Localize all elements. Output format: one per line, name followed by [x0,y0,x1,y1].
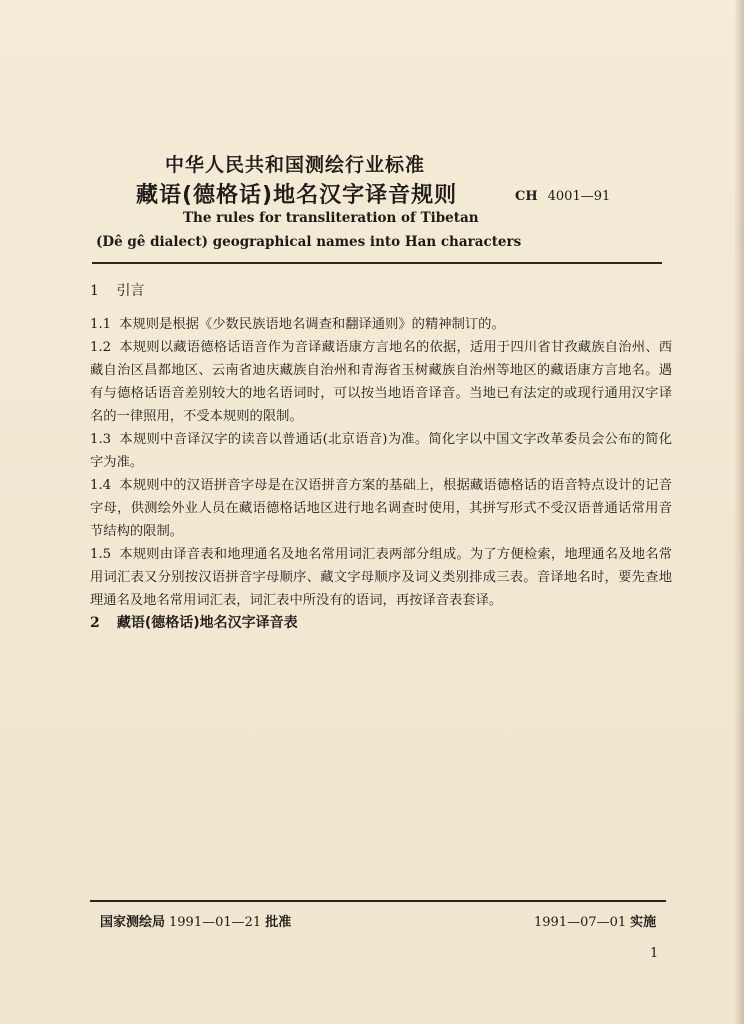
standard-code [515,189,610,204]
paragraph-1-4 [90,474,672,543]
standard-name: 中华人民共和国测绘行业标准 [165,154,426,176]
paragraph-1-3 [90,428,672,474]
title-english-line-2: (Dê gê dialect) geographical names into Han characters [96,234,522,250]
paragraph-text: 本规则中的汉语拼音字母是在汉语拼音方案的基础上，根据藏语德格话的语音特点设计的记音字母，供测绘外业人员在藏语德格话地区进行地名调查时使用，其拼写形式不受汉语普通话常用音节结构的限制。 [90,478,672,539]
section-number: 1 [90,283,99,299]
paragraph-number: 1.5 [90,547,112,562]
paragraph-1-5 [90,543,672,612]
section-title: 引言 [116,283,145,299]
section-number: 2 [90,615,100,631]
paragraph-1-2 [90,336,672,428]
section-heading-2 [90,612,672,635]
effective-date: 1991—07—01 [534,915,627,930]
section-title: 藏语(德格话)地名汉字译音表 [116,615,298,631]
standard-code-number: 4001—91 [547,189,611,204]
effective-line [534,911,656,930]
header-divider [92,262,662,264]
paragraph-number: 1.1 [90,317,112,332]
paragraph-1-1 [90,313,672,336]
paragraph-text: 本规则由译音表和地理通名及地名常用词汇表两部分组成。为了方便检索，地理通名及地名常用词汇表又分别按汉语拼音字母顺序、藏文字母顺序及词义类别排成三表。音译地名时，要先查地理通名及地名常用词汇表，词汇表中所没有的语词，再按译音表套译。 [90,547,672,608]
paragraph-text: 本规则中音译汉字的读音以普通话(北京语音)为准。简化字以中国文字改革委员会公布的简化字为准。 [90,432,672,470]
document-body [90,280,672,645]
approval-line [100,911,291,930]
paragraph-number: 1.2 [90,340,112,355]
effective-label: 实施 [630,915,657,930]
approval-org: 国家测绘局 [100,915,166,930]
title-chinese: 藏语(德格话)地名汉字译音规则 [136,183,458,208]
approval-date: 1991—01—21 [169,915,262,930]
footer-divider [90,900,666,902]
paragraph-number: 1.3 [90,432,112,447]
title-english-line-1: The rules for transliteration of Tibetan [183,210,479,226]
page-number: 1 [650,946,659,961]
standard-code-prefix: CH [515,189,538,204]
page-edge-shadow [734,0,744,1024]
paragraph-text: 本规则以藏语德格话语音作为音译藏语康方言地名的依据，适用于四川省甘孜藏族自治州、西藏自治区昌都地区、云南省迪庆藏族自治州和青海省玉树藏族自治州等地区的藏语康方言地名。遇有与德格话语音差别较大的地名语词时，可以按当地语音译音。当地已有法定的或现行通用汉字译名的一律照用，不受本规则的限制。 [90,340,672,424]
paragraph-text: 本规则是根据《少数民族语地名调查和翻译通则》的精神制订的。 [119,317,505,332]
approval-label: 批准 [265,915,292,930]
section-heading-1 [90,280,672,303]
paragraph-number: 1.4 [90,478,112,493]
